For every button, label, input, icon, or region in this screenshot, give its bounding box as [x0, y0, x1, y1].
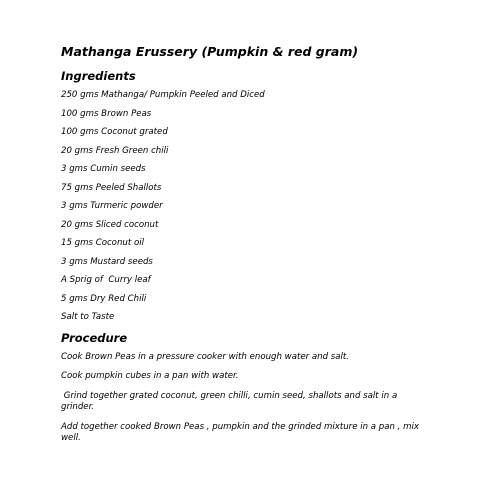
- ingredient-item: 100 gms Coconut grated: [61, 127, 168, 137]
- ingredient-item: 3 gms Turmeric powder: [61, 201, 163, 211]
- ingredient-item: A Sprig of Curry leaf: [61, 275, 151, 285]
- ingredient-item: 75 gms Peeled Shallots: [61, 182, 162, 193]
- ingredient-item: 20 gms Sliced coconut: [61, 219, 159, 230]
- ingredient-item: 3 gms Mustard seeds: [61, 256, 153, 267]
- ingredient-item: 5 gms Dry Red Chili: [61, 293, 147, 304]
- ingredient-item: 3 gms Cumin seeds: [61, 164, 146, 174]
- ingredient-item: 250 gms Mathanga/ Pumpkin Peeled and Diced: [61, 90, 265, 100]
- procedure-step: Grind together grated coconut, green chilli, cumin seed, shallots and salt in a grinder.: [61, 390, 400, 412]
- procedure-heading: Procedure: [61, 330, 128, 345]
- ingredients-heading: Ingredients: [61, 69, 136, 83]
- ingredient-item: 100 gms Brown Peas: [61, 108, 152, 119]
- ingredient-item: 20 gms Fresh Green chili: [61, 145, 169, 156]
- procedure-step: Cook pumpkin cubes in a pan with water.: [61, 371, 239, 381]
- recipe-title: Mathanga Erussery (Pumpkin & red gram): [61, 44, 359, 59]
- recipe-document: [61, 44, 461, 453]
- ingredient-item: 15 gms Coconut oil: [61, 238, 144, 248]
- ingredient-item: Salt to Taste: [61, 312, 115, 322]
- procedure-step: Cook Brown Peas in a pressure cooker with enough water and salt.: [61, 351, 350, 362]
- ingredients-list: [61, 90, 461, 323]
- procedure-list: [61, 352, 461, 445]
- procedure-step: Add together cooked Brown Peas , pumpkin and the grinded mixture in a pan , mix well.: [61, 421, 422, 443]
